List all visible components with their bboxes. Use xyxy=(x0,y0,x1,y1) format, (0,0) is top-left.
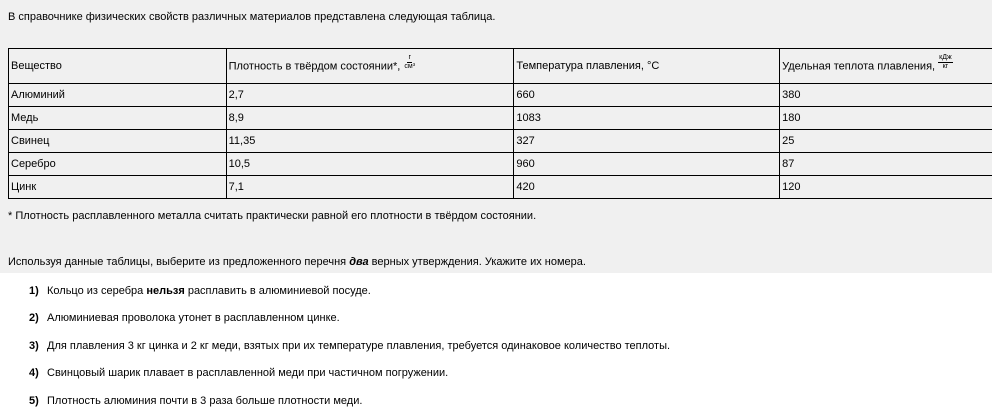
cell-melting: 960 xyxy=(514,153,780,176)
cell-heat: 25 xyxy=(780,130,992,153)
option-text-after: расплавить в алюминиевой посуде. xyxy=(184,285,371,297)
heat-unit-den: кг xyxy=(942,62,949,70)
header-density-label: Плотность в твёрдом состоянии*, xyxy=(228,59,401,72)
cell-density: 10,5 xyxy=(226,153,514,176)
task-before: Используя данные таблицы, выберите из предложенного перечня xyxy=(8,256,350,268)
option-2 xyxy=(29,312,340,324)
table-header-row xyxy=(9,49,992,84)
table-row xyxy=(9,176,992,199)
footnote: * Плотность расплавленного металла считать практически равной его плотности в твёрдом состоянии. xyxy=(8,210,537,222)
option-number: 1) xyxy=(29,285,39,297)
header-melting: Температура плавления, °С xyxy=(514,49,780,84)
cell-heat: 87 xyxy=(780,153,992,176)
option-text: Алюминиевая проволока утонет в расплавленном цинке. xyxy=(47,312,340,324)
table-row xyxy=(9,84,992,107)
option-number: 3) xyxy=(29,340,39,352)
cell-melting: 660 xyxy=(514,84,780,107)
table-row xyxy=(9,153,992,176)
option-text: Свинцовый шарик плавает в расплавленной меди при частичном погружении. xyxy=(47,367,449,379)
option-4 xyxy=(29,367,448,379)
option-1 xyxy=(29,285,371,297)
header-heat-label: Удельная теплота плавления, xyxy=(782,59,936,72)
intro-text: В справочнике физических свойств различных материалов представлена следующая таблица. xyxy=(8,11,496,23)
cell-substance: Алюминий xyxy=(9,84,227,107)
cell-heat: 180 xyxy=(780,107,992,130)
option-text: Для плавления 3 кг цинка и 2 кг меди, взятых при их температуре плавления, требуется одинаковое количество теплоты. xyxy=(47,340,671,352)
cell-density: 2,7 xyxy=(226,84,514,107)
cell-heat: 120 xyxy=(780,176,992,199)
task-emphasis: два xyxy=(349,256,369,268)
cell-melting: 1083 xyxy=(514,107,780,130)
cell-density: 8,9 xyxy=(226,107,514,130)
cell-melting: 420 xyxy=(514,176,780,199)
density-unit-fraction xyxy=(403,54,416,71)
table-row xyxy=(9,130,992,153)
task-after: верных утверждения. Укажите их номера. xyxy=(368,256,586,268)
option-number: 4) xyxy=(29,367,39,379)
heat-unit-fraction xyxy=(938,54,953,71)
cell-substance: Свинец xyxy=(9,130,227,153)
density-unit-den: см³ xyxy=(404,62,416,70)
option-3 xyxy=(29,340,670,352)
cell-substance: Медь xyxy=(9,107,227,130)
option-text: Плотность алюминия почти в 3 раза больше плотности меди. xyxy=(47,395,363,407)
properties-table xyxy=(8,48,992,199)
cell-density: 11,35 xyxy=(226,130,514,153)
option-number: 2) xyxy=(29,312,39,324)
task-text xyxy=(8,256,586,268)
density-unit-num: г xyxy=(408,53,412,61)
option-5 xyxy=(29,395,362,407)
cell-heat: 380 xyxy=(780,84,992,107)
option-number: 5) xyxy=(29,395,39,407)
answer-options xyxy=(0,273,992,415)
cell-density: 7,1 xyxy=(226,176,514,199)
option-text-bold: нельзя xyxy=(146,285,185,297)
heat-unit-num: кДж xyxy=(939,53,952,61)
header-heat xyxy=(780,49,992,84)
table-row xyxy=(9,107,992,130)
header-density xyxy=(226,49,514,84)
cell-substance: Серебро xyxy=(9,153,227,176)
cell-melting: 327 xyxy=(514,130,780,153)
cell-substance: Цинк xyxy=(9,176,227,199)
header-substance: Вещество xyxy=(9,49,227,84)
option-text-before: Кольцо из серебра xyxy=(47,285,147,297)
